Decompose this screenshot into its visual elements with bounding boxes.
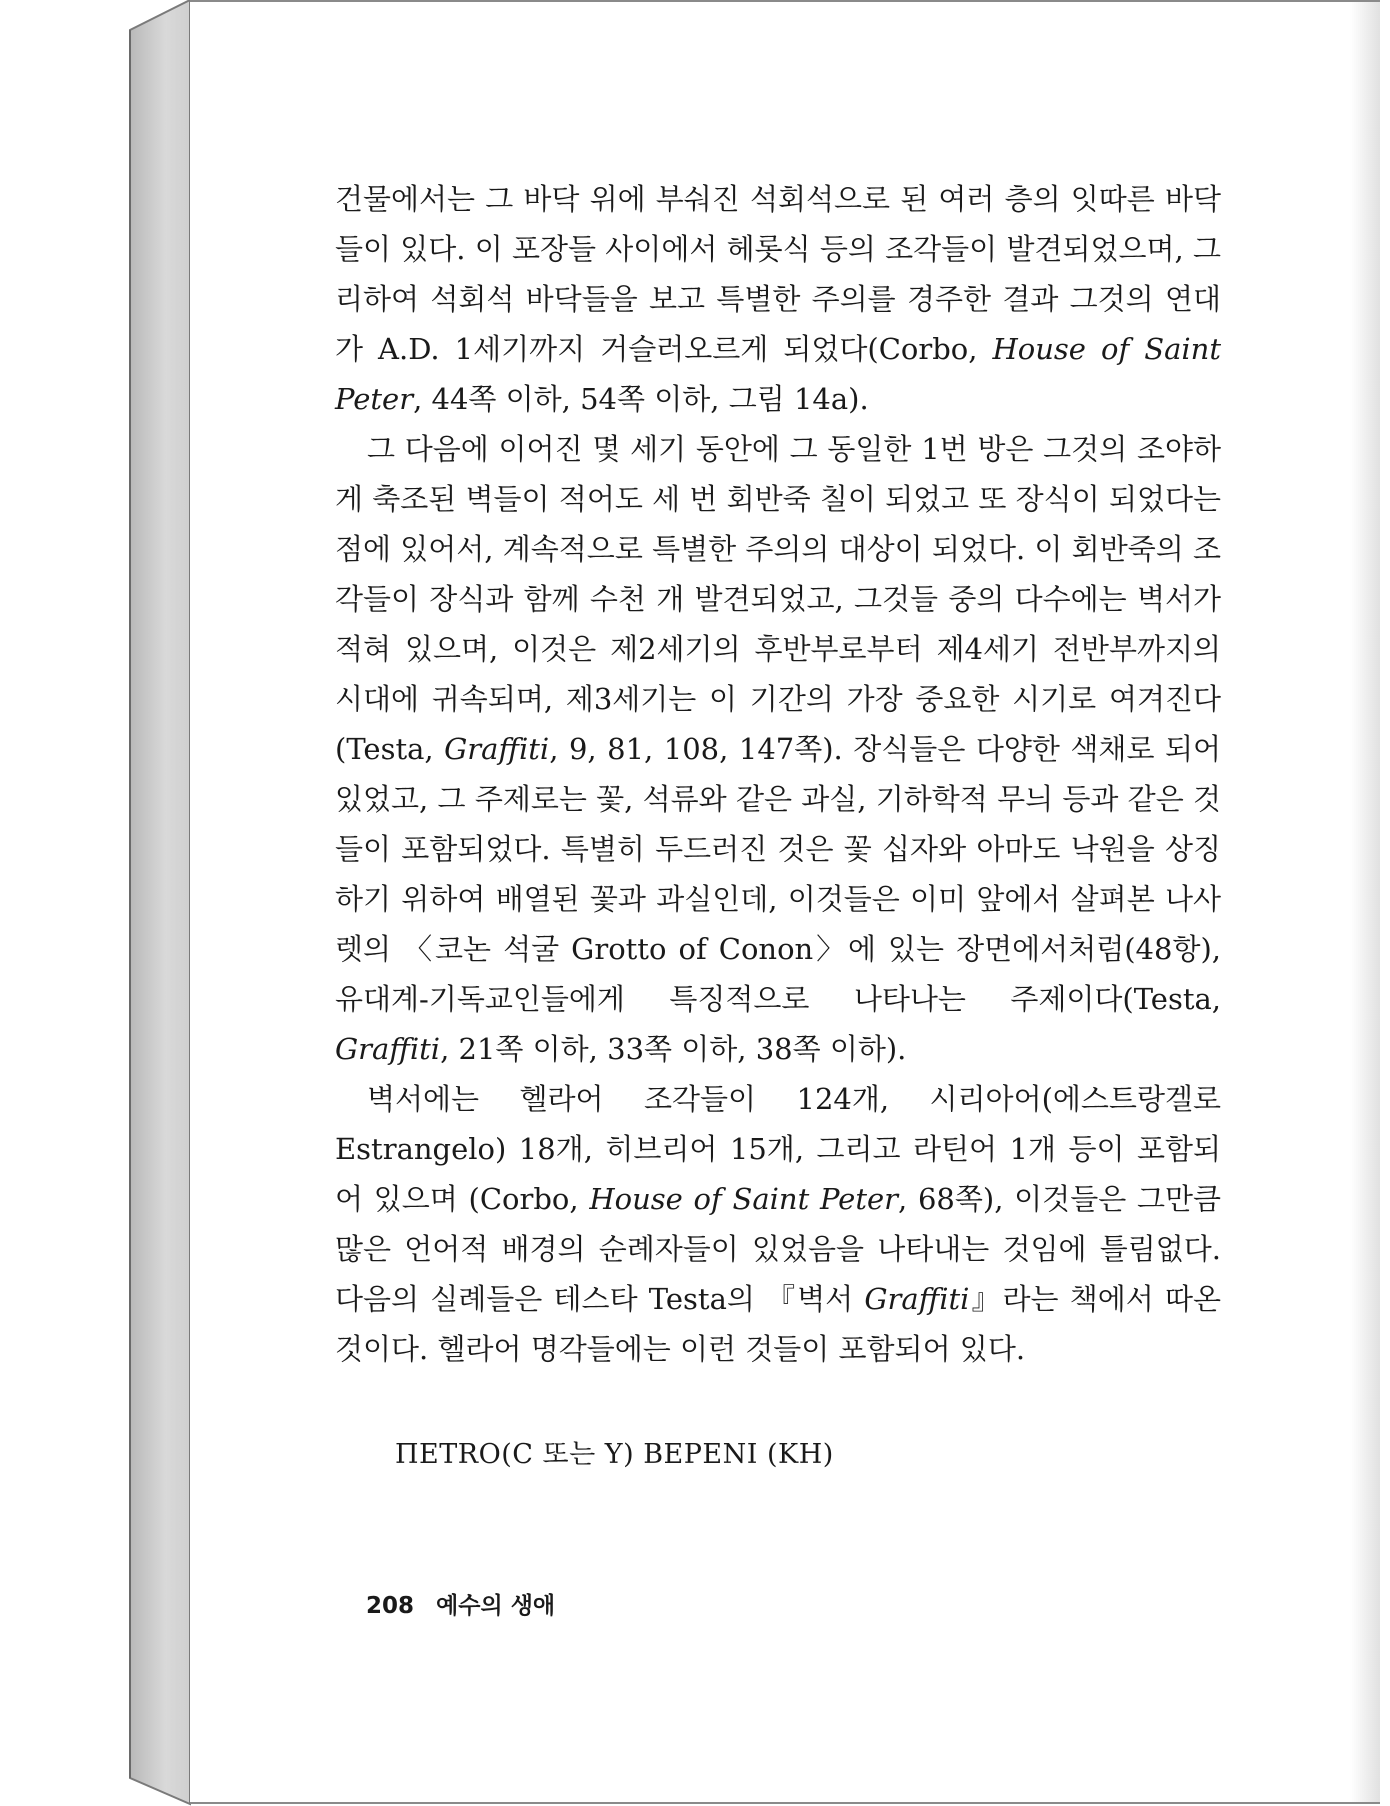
running-title: 예수의 생애	[436, 1593, 556, 1619]
inscription-line: ПETRO(C 또는 Y) BEPENI (KH)	[395, 1439, 834, 1470]
body-text	[335, 174, 1221, 1374]
paragraph	[335, 1074, 1221, 1374]
text-run: , 44쪽 이하, 54쪽 이하, 그림 14a).	[413, 382, 869, 416]
page-footer	[366, 1587, 555, 1620]
text-run: 벽서에는 헬라어 조각들이 124개, 시리아어(에스트랑겔로 Estrangelo) 18개, 히브리어 15개, 그리고 라틴어 1개 등이 포함되어 있으며 (Corbo,	[335, 1082, 1221, 1216]
italic-citation: House of Saint Peter	[335, 332, 1221, 416]
text-run: 그 다음에 이어진 몇 세기 동안에 그 동일한 1번 방은 그것의 조야하게 축조된 벽들이 적어도 세 번 회반죽 칠이 되었고 또 장식이 되었다는 점에 있어서, 계속적으로 특별한 주의의 대상이 되었다. 이 회반죽의 조각들이 장식과 함께 수천 개 발견되었고, 그것들 중의 다수에는 벽서가 적혀 있으며, 이것은 제2세기의 후반부로부터 제4세기 전반부까지의 시대에 귀속되며, 제3세기는 이 기간의 가장 중요한 시기로 여겨진다(Testa,	[335, 432, 1221, 766]
italic-citation: House of Saint Peter	[589, 1182, 899, 1216]
page-shadow	[1350, 2, 1380, 1802]
page-number: 208	[366, 1593, 415, 1619]
book-page	[190, 0, 1380, 1804]
italic-citation: Graffiti	[864, 1282, 970, 1316]
text-run: , 21쪽 이하, 33쪽 이하, 38쪽 이하).	[440, 1032, 907, 1066]
text-run: 건물에서는 그 바닥 위에 부숴진 석회석으로 된 여러 층의 잇따른 바닥들이 있다. 이 포장들 사이에서 헤롯식 등의 조각들이 발견되었으며, 그리하여 석회석 바닥들을 보고 특별한 주의를 경주한 결과 그것의 연대가 A.D. 1세기까지 거슬러오르게 되었다(Corbo,	[335, 182, 1221, 366]
italic-citation: Graffiti	[335, 1032, 441, 1066]
paragraph	[335, 174, 1221, 424]
text-run: , 68쪽), 이것들은 그만큼 많은 언어적 배경의 순례자들이 있었음을 나타내는 것임에 틀림없다. 다음의 실례들은 테스타 Testa의 『벽서	[335, 1182, 1222, 1316]
paragraph	[335, 424, 1221, 1074]
text-run: , 9, 81, 108, 147쪽). 장식들은 다양한 색채로 되어 있었고, 그 주제로는 꽃, 석류와 같은 과실, 기하학적 무늬 등과 같은 것들이 포함되었다. 특별히 두드러진 것은 꽃 십자와 아마도 낙원을 상징하기 위하여 배열된 꽃과 과실인데, 이것들은 이미 앞에서 살펴본 나사렛의 〈코논 석굴 Grotto of Conon〉에 있는 장면에서처럼(48항), 유대계-기독교인들에게 특징적으로 나타나는 주제이다(Testa,	[335, 732, 1221, 1016]
text-run: 』라는 책에서 따온 것이다. 헬라어 명각들에는 이런 것들이 포함되어 있다.	[335, 1282, 1221, 1366]
italic-citation: Graffiti	[444, 732, 550, 766]
